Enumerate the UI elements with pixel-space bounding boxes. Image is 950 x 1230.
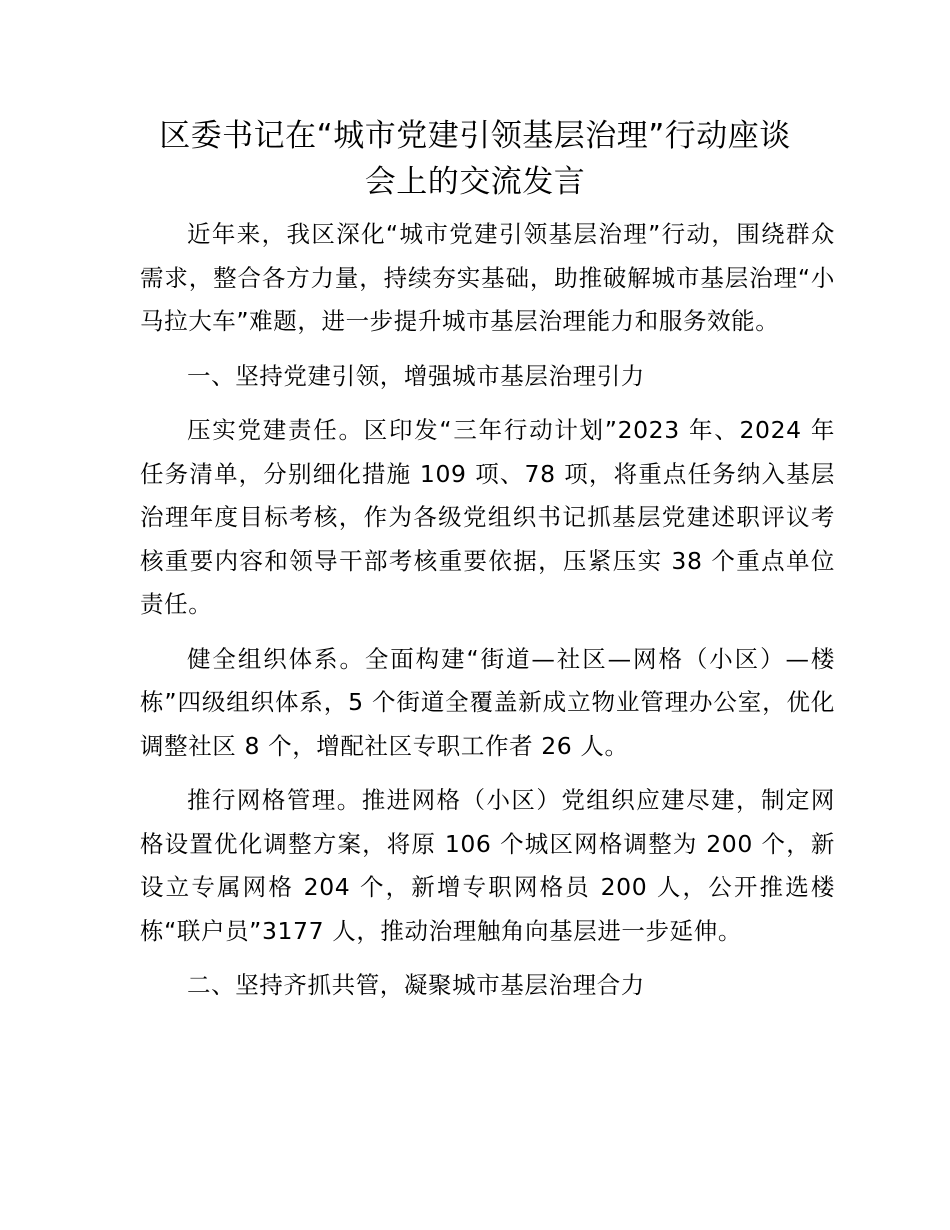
title-line-1: 区委书记在“城市党建引领基层治理”行动座谈 xyxy=(159,118,791,154)
section-heading-2: 二、坚持齐抓共管，凝聚城市基层治理合力 xyxy=(187,971,645,999)
paragraph-grid-management: 推行网格管理。推进网格（小区）党组织应建尽建，制定网格设置优化调整方案，将原 106 个城区网格调整为 200 个，新设立专属网格 204 个，新增专职网格员 200 人，公开推选楼栋“联户员”3177 人，推动治理触角向基层进一步延伸。 xyxy=(140,786,835,945)
title-line-2: 会上的交流发言 xyxy=(364,164,586,200)
intro-paragraph: 近年来，我区深化“城市党建引领基层治理”行动，围绕群众需求，整合各方力量，持续夯实基础，助推破解城市基层治理“小马拉大车”难题，进一步提升城市基层治理能力和服务效能。 xyxy=(140,220,835,335)
document-title xyxy=(100,113,850,205)
section-heading-1: 一、坚持党建引领，增强城市基层治理引力 xyxy=(187,361,645,390)
paragraph-organization-system: 健全组织体系。全面构建“街道—社区—网格（小区）—楼栋”四级组织体系，5 个街道全覆盖新成立物业管理办公室，优化调整社区 8 个，增配社区专职工作者 26 人。 xyxy=(140,644,835,760)
paragraph-party-responsibility: 压实党建责任。区印发“三年行动计划”2023 年、2024 年任务清单，分别细化措施 109 项、78 项，将重点任务纳入基层治理年度目标考核，作为各级党组织书记抓基层党建述职评议考核重要内容和领导干部考核重要依据，压紧压实 38 个重点单位责任。 xyxy=(140,416,835,618)
document-body xyxy=(140,213,835,1019)
